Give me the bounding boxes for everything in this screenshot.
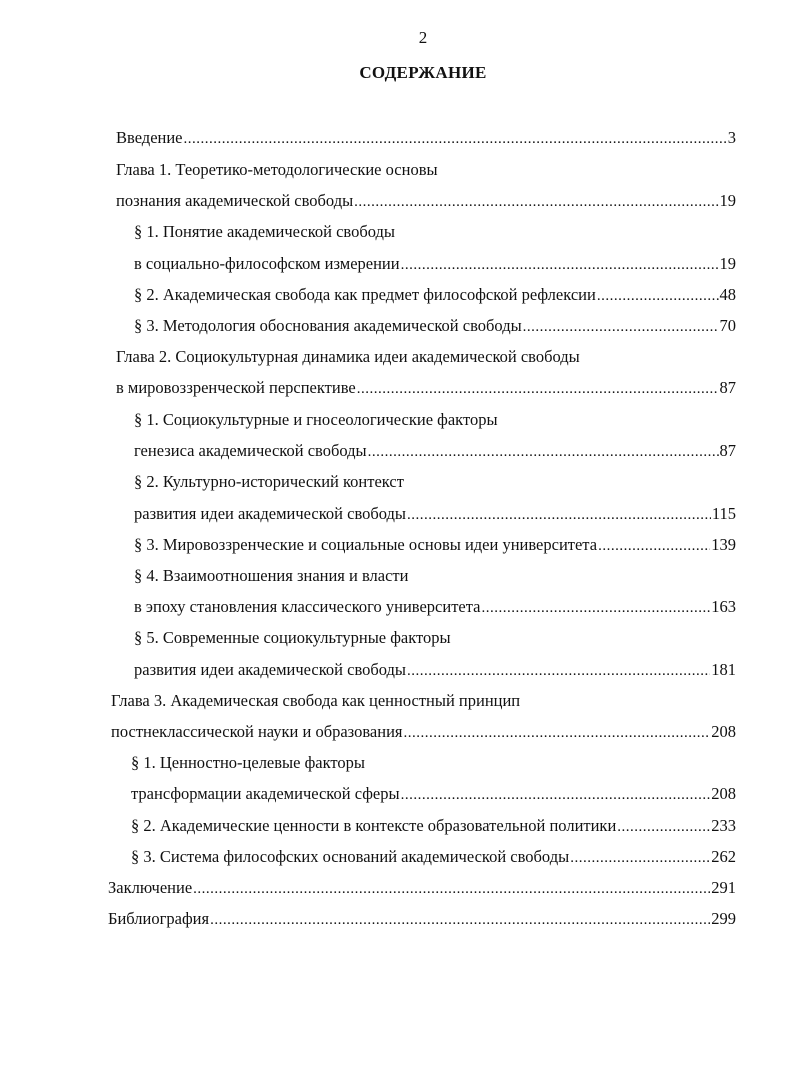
toc-entry-page: 87	[719, 441, 736, 460]
toc-entry-page: 115	[711, 504, 736, 523]
leader-dots	[401, 783, 711, 807]
toc-entry-introduction	[116, 126, 736, 150]
toc-entry-3-1	[131, 751, 736, 775]
toc-entry-text: § 1. Понятие академической свободы	[134, 222, 395, 241]
toc-entry-page: 3	[727, 128, 736, 147]
toc-entry-text: § 2. Культурно-исторический контекст	[134, 472, 404, 491]
toc-entry-page: 163	[711, 597, 736, 616]
toc-entry-3-1-cont	[131, 782, 736, 806]
toc-entry-1-3	[134, 314, 736, 338]
toc-entry-2-5	[134, 626, 736, 650]
toc-entry-text: Введение	[116, 128, 183, 147]
toc-entry-chapter-1	[116, 158, 736, 182]
toc-entry-text: в мировоззренческой перспективе	[116, 378, 356, 397]
leader-dots	[404, 721, 711, 745]
leader-dots	[368, 440, 719, 464]
toc-entry-text: развития идеи академической свободы	[134, 504, 407, 523]
toc-entry-bibliography	[108, 907, 736, 931]
toc-entry-page: 48	[719, 285, 736, 304]
toc-entry-2-1-cont	[134, 439, 736, 463]
toc-entry-chapter-2	[116, 345, 736, 369]
toc-entry-text: Библиография	[108, 909, 210, 928]
toc-entry-text: в эпоху становления классического университета	[134, 597, 481, 616]
toc-entry-page: 291	[711, 878, 736, 897]
toc-entry-text: § 3. Методология обоснования академической свободы	[134, 316, 522, 335]
toc-entry-text: постнеклассической науки и образования	[111, 722, 403, 741]
leader-dots	[184, 127, 727, 151]
toc-entry-conclusion	[108, 876, 736, 900]
toc-entry-2-1	[134, 408, 736, 432]
leader-dots	[407, 503, 711, 527]
toc-entry-page: 299	[711, 909, 736, 928]
toc-entry-text: § 3. Мировоззренческие и социальные основы идеи университета	[134, 535, 598, 554]
leader-dots	[617, 815, 710, 839]
toc-entry-text: Глава 2. Социокультурная динамика идеи академической свободы	[116, 347, 580, 366]
toc-entry-page: 233	[711, 816, 736, 835]
toc-entry-page: 262	[711, 847, 736, 866]
toc-entry-page: 19	[719, 191, 736, 210]
toc-entry-text: развития идеи академической свободы	[134, 660, 407, 679]
toc-entry-chapter-3	[111, 689, 736, 713]
toc-entry-chapter-1-cont	[116, 189, 736, 213]
toc-entry-text: трансформации академической сферы	[131, 784, 400, 803]
leader-dots	[401, 253, 719, 277]
toc-entry-text: § 1. Социокультурные и гносеологические факторы	[134, 410, 498, 429]
toc-entry-text: § 5. Современные социокультурные факторы	[134, 628, 451, 647]
toc-entry-page: 208	[711, 784, 736, 803]
toc-entry-3-2	[131, 814, 736, 838]
toc-entry-text: генезиса академической свободы	[134, 441, 367, 460]
toc-entry-text: в социально-философском измерении	[134, 254, 400, 273]
toc-entry-chapter-2-cont	[116, 376, 736, 400]
toc-entry-text: § 3. Система философских оснований академической свободы	[131, 847, 570, 866]
toc-entry-text: познания академической свободы	[116, 191, 354, 210]
toc-entry-text: § 4. Взаимоотношения знания и власти	[134, 566, 409, 585]
toc-entry-page: 208	[711, 722, 736, 741]
toc-entry-2-4	[134, 564, 736, 588]
leader-dots	[357, 377, 719, 401]
toc-entry-1-1-cont	[134, 252, 736, 276]
toc-entry-page: 87	[719, 378, 736, 397]
leader-dots	[354, 190, 718, 214]
toc-entry-text: Глава 1. Теоретико-методологические основы	[116, 160, 438, 179]
toc-entry-3-3	[131, 845, 736, 869]
toc-entry-2-2-cont	[134, 502, 736, 526]
toc-entry-page: 70	[719, 316, 736, 335]
toc-title: СОДЕРЖАНИЕ	[359, 63, 487, 82]
toc-entry-2-3	[134, 533, 736, 557]
toc-entry-chapter-3-cont	[111, 720, 736, 744]
leader-dots	[598, 534, 710, 558]
toc-entry-text: § 1. Ценностно-целевые факторы	[131, 753, 365, 772]
leader-dots	[597, 284, 719, 308]
toc-entry-1-2	[134, 283, 736, 307]
toc-entry-text: Глава 3. Академическая свобода как ценностный принцип	[111, 691, 521, 710]
leader-dots	[523, 315, 719, 339]
toc-entry-1-1	[134, 220, 736, 244]
toc-entry-page: 19	[719, 254, 736, 273]
toc-entry-text: § 2. Академические ценности в контексте образовательной политики	[131, 816, 617, 835]
toc-entry-2-5-cont	[134, 658, 736, 682]
leader-dots	[193, 877, 710, 901]
toc-entry-text: Заключение	[108, 878, 193, 897]
toc-entry-2-4-cont	[134, 595, 736, 619]
leader-dots	[570, 846, 710, 870]
leader-dots	[481, 596, 710, 620]
leader-dots	[407, 659, 710, 683]
toc-entry-page: 181	[711, 660, 736, 679]
toc-entry-text: § 2. Академическая свобода как предмет философской рефлексии	[134, 285, 596, 304]
page-number: 2	[418, 28, 428, 47]
leader-dots	[210, 908, 710, 932]
toc-entry-page: 139	[711, 535, 736, 554]
toc-entry-2-2	[134, 470, 736, 494]
